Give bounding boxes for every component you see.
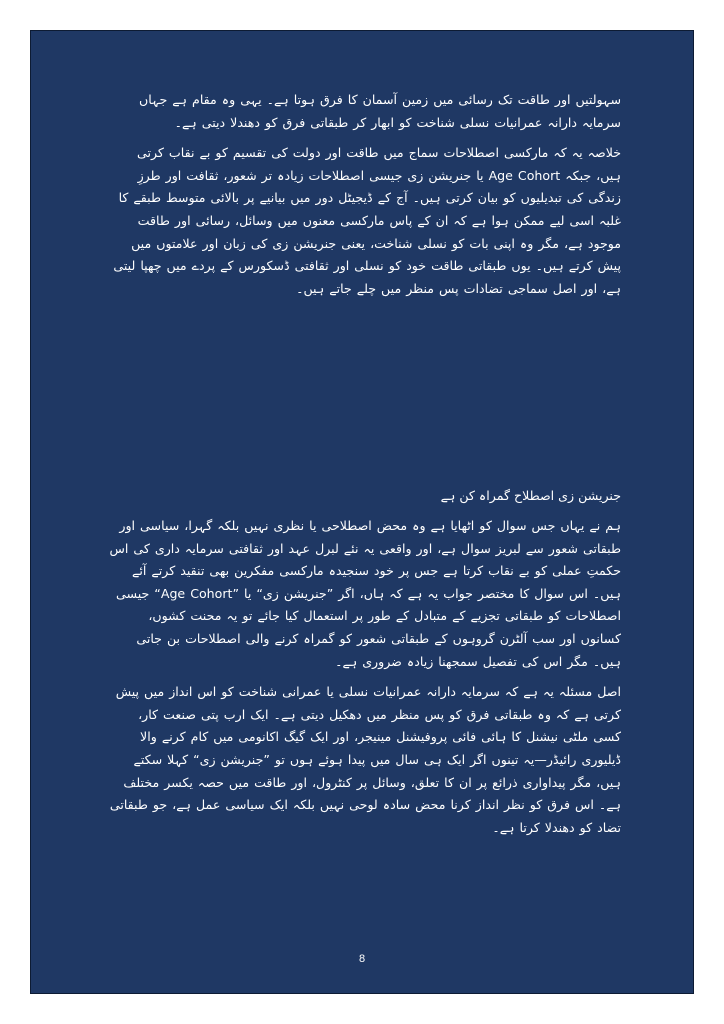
body-text-top xyxy=(109,89,621,308)
document-page xyxy=(30,30,694,994)
paragraph: سہولتیں اور طاقت تک رسائی میں زمین آسمان کا فرق ہوتا ہے۔ یہی وہ مقام ہے جہاں سرمایہ دارانہ عمرانیات نسلی شناخت کو ابھار کر طبقاتی فرق کو دھندلا دیتی ہے۔ xyxy=(139,92,621,130)
section-heading: جنریشن زی اصطلاح گمراہ کن ہے xyxy=(440,488,621,503)
paragraph: اصل مسئلہ یہ ہے کہ سرمایہ دارانہ عمرانیات نسلی یا عمرانی شناخت کو اس انداز میں پیش کرتی ہے کہ وہ طبقاتی فرق کو پس منظر میں دھکیل دیتی ہے۔ ایک ارب پتی صنعت کار، کسی ملٹی نیشنل کا ہائی فائی پروفیشنل مینیجر، اور ایک گیگ اکانومی میں کام کرنے والا ڈیلیوری رائیڈر—یہ تینوں اگر ایک ہی سال میں پیدا ہوئے ہوں تو ”جنریشن زی“ کہلا سکتے ہیں، مگر پیداواری ذرائع پر ان کا تعلق، وسائل پر کنٹرول، اور طاقت میں حصہ یکسر مختلف ہے۔ اس فرق کو نظر انداز کرنا محض سادہ لوحی نہیں بلکہ ایک سیاسی عمل ہے، جو طبقاتی تضاد کو دھندلا کرتا ہے۔ xyxy=(109,684,621,835)
paragraph: خلاصہ یہ کہ مارکسی اصطلاحات سماج میں طاقت اور دولت کی تقسیم کو بے نقاب کرتی ہیں، جبکہ Age Cohort یا جنریشن زی جیسی اصطلاحات زیادہ تر شعور، ثقافت اور طرزِ زندگی کی تبدیلیوں کو بیان کرتی ہیں۔ آج کے ڈیجیٹل دور میں بیانیے پر بالائی متوسط طبقے کا غلبہ اسی لیے ممکن ہوا ہے کہ ان کے پاس مارکسی معنوں میں وسائل، رسائی اور طاقت موجود ہے، مگر وہ اپنی بات کو نسلی شناخت، یعنی جنریشن زی کی زبان اور علامتوں میں پیش کرتے ہیں۔ یوں طبقاتی طاقت خود کو نسلی اور ثقافتی ڈسکورس کے پردے میں چھپا لیتی ہے، اور اصل سماجی تضادات پس منظر میں چلے جاتے ہیں۔ xyxy=(113,145,621,296)
page-number: 8 xyxy=(358,953,366,965)
paragraph: ہم نے یہاں جس سوال کو اٹھایا ہے وہ محض اصطلاحی یا نظری نہیں بلکہ گہرا، سیاسی اور طبقاتی شعور سے لبریز سوال ہے، اور واقعی یہ نئے لبرل عہد اور ثقافتی سرمایہ داری کی اس حکمتِ عملی کو بے نقاب کرتا ہے جس پر خود سنجیدہ مارکسی مفکرین بھی تنقید کرتے آئے ہیں۔ اس سوال کا مختصر جواب یہ ہے کہ ہاں، اگر ”جنریشن زی“ یا ”Age Cohort“ جیسی اصطلاحات کو طبقاتی تجزیے کے متبادل کے طور پر استعمال کیا جائے تو یہ محنت کشوں، کسانوں اور سب آلٹرن گروہوں کے طبقاتی شعور کو گمراہ کرنے والی اصطلاحات بن جاتی ہیں۔ مگر اس کی تفصیل سمجھنا زیادہ ضروری ہے۔ xyxy=(109,518,621,669)
body-text-bottom xyxy=(109,485,621,847)
